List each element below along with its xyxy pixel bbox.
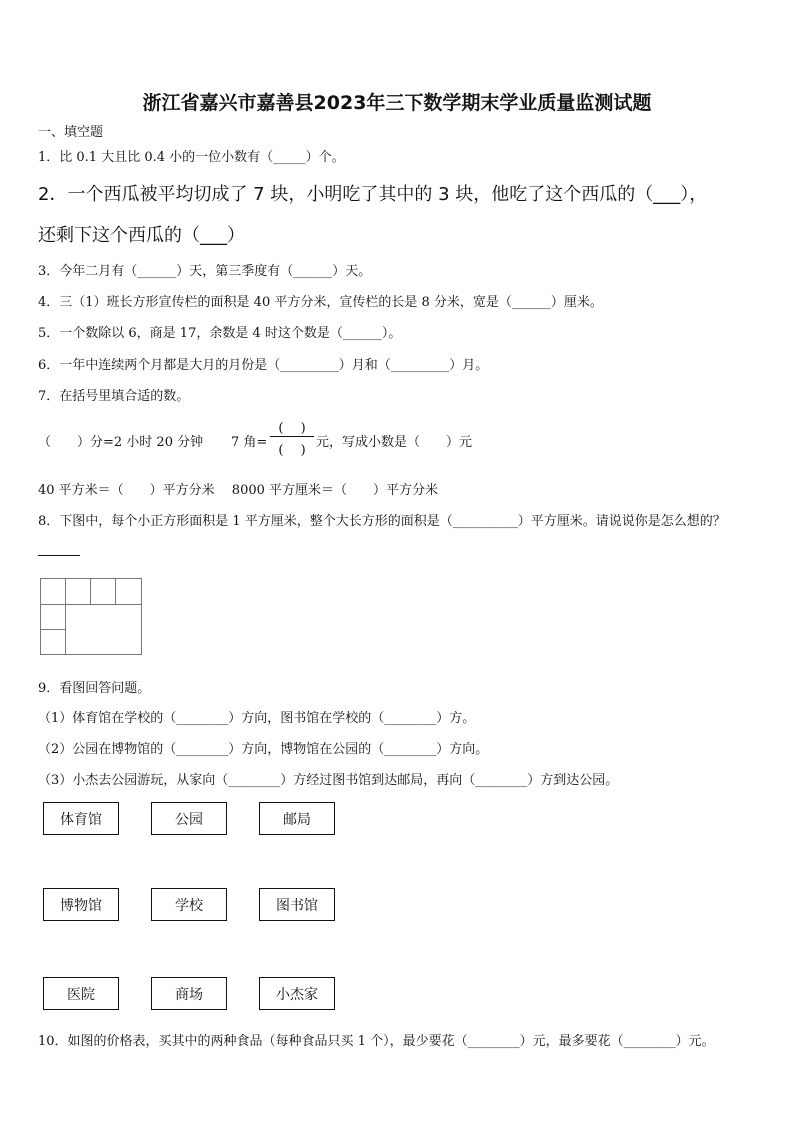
question-3: 3．今年二月有（______）天，第三季度有（______）天。 [38,264,372,279]
question-7-line-1-jiao: 7 角= [231,435,268,450]
grid-line [65,579,66,654]
question-9-part-2: （2）公园在博物馆的（________）方向，博物馆在公园的（________）方向。 [38,742,489,757]
question-7-line-1-minutes: （ ）分=2 小时 20 分钟 [38,435,204,450]
fraction-blank [270,417,314,459]
rectangle-grid-figure [40,578,142,655]
section-heading: 一、填空题 [38,125,104,140]
map-box-gym: 体育馆 [43,802,119,835]
map-box-post-office: 邮局 [259,802,335,835]
grid-line [41,629,65,630]
question-2-line-1: 2．一个西瓜被平均切成了 7 块，小明吃了其中的 3 块，他吃了这个西瓜的（___）， [38,184,708,205]
question-5: 5．一个数除以 6，商是 17，余数是 4 时这个数是（______）。 [38,326,402,341]
fraction-bar [270,436,314,437]
question-2-line-2: 还剩下这个西瓜的（___） [38,225,245,246]
map-box-park: 公园 [151,802,227,835]
fraction-numerator: ( ) [278,421,306,436]
map-box-library: 图书馆 [259,888,335,921]
map-box-school: 学校 [151,888,227,921]
page-title: 浙江省嘉兴市嘉善县2023年三下数学期末学业质量监测试题 [142,92,652,114]
question-1: 1．比 0.1 大且比 0.4 小的一位小数有（_____）个。 [38,150,345,165]
grid-line [115,579,116,604]
map-box-mall: 商场 [151,977,227,1010]
question-8: 8．下图中，每个小正方形面积是 1 平方厘米，整个大长方形的面积是（__________）平方厘米。请说说你是怎么想的？ [38,514,726,529]
map-box-xiaojie-home: 小杰家 [259,977,335,1010]
question-10: 10．如图的价格表，买其中的两种食品（每种食品只买 1 个），最少要花（________）元，最多要花（________）元。 [38,1034,715,1049]
question-9: 9．看图回答问题。 [38,681,151,696]
question-7: 7．在括号里填合适的数。 [38,389,190,404]
question-4: 4．三（1）班长方形宣传栏的面积是 40 平方分米，宣传栏的长是 8 分米，宽是（______）厘米。 [38,295,603,310]
question-7-line-2: 40 平方米＝（ ）平方分米 8000 平方厘米＝（ ）平方分米 [38,483,439,498]
answer-line [38,555,80,556]
question-6: 6．一年中连续两个月都是大月的月份是（_________）月和（_________）月。 [38,358,489,373]
grid-line [90,579,91,604]
grid-line [41,604,141,605]
question-9-part-3: （3）小杰去公园游玩，从家向（________）方经过图书馆到达邮局，再向（________）方到达公园。 [38,773,619,788]
question-9-part-1: （1）体育馆在学校的（________）方向，图书馆在学校的（________）方。 [38,711,476,726]
map-box-museum: 博物馆 [43,888,119,921]
map-box-hospital: 医院 [43,977,119,1010]
question-7-line-1-decimal: 元，写成小数是（ ）元 [316,435,473,450]
fraction-denominator: ( ) [278,443,306,458]
